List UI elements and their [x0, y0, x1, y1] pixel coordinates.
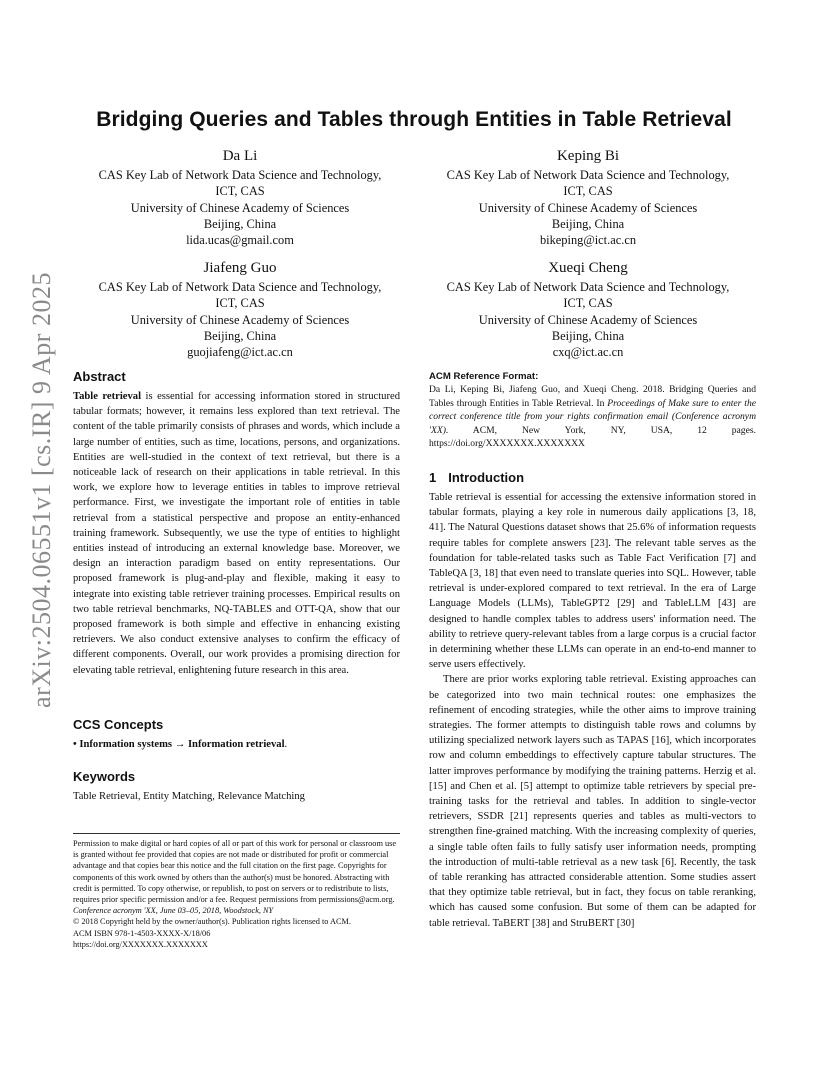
author-city: Beijing, China: [551, 216, 625, 231]
author-email[interactable]: guojiafeng@ict.ac.cn: [187, 345, 293, 360]
abstract-text: [73, 389, 400, 678]
ccs-heading: CCS Concepts: [73, 717, 164, 732]
author-affiliation: University of Chinese Academy of Sciences: [478, 312, 698, 327]
author-email[interactable]: lida.ucas@gmail.com: [186, 233, 294, 248]
paper-title: Bridging Queries and Tables through Entities in Table Retrieval: [96, 108, 732, 131]
abstract-section: [73, 368, 400, 678]
keywords-section: [73, 768, 400, 804]
intro-paragraph-1: Table retrieval is essential for accessing the extensive information stored in tabular formats, playing a key role in numerous daily applications [3, 18, 41]. The Natural Questions dataset shows that 25.6% of information requests require tables for complete answers [23]. The relevant table serves as the foundation for table-related tasks such as Table Fact Verification [7] and TableQA [3, 18] that even need to translate queries into SQL. However, table retrieval is under-explored compared to text retrieval. In the era of Large Language Models (LLMs), TableGPT2 [29] and TableLLM [43] are designed to handle complex tables to address users' information need. The ability to retrieve query-relevant tables from a large corpus is a crucial factor in determining whether these LLMs can operate in an end-to-end manner to serve users effectively.: [429, 491, 756, 671]
author-affiliation: University of Chinese Academy of Sciences: [478, 200, 698, 215]
abstract-lead: Table retrieval: [73, 391, 142, 402]
author-affiliation: University of Chinese Academy of Sciences: [130, 312, 350, 327]
keywords-heading: Keywords: [73, 769, 136, 784]
arxiv-id-text: arXiv:2504.06551v1 [cs.IR] 9 Apr 2025: [27, 272, 56, 708]
author-affiliation: ICT, CAS: [215, 184, 265, 199]
author-email[interactable]: cxq@ict.ac.cn: [552, 345, 624, 360]
acm-reference-text: Da Li, Keping Bi, Jiafeng Guo, and Xueqi Cheng. 2018. Bridging Queries and Tables through Entities in Table Retrieval. In Proceedings of Make sure to enter the correct conference title from your rights confirmation email (Conference acronym 'XX). ACM, New York, NY, USA, 12 pages. https://doi.org/XXXXXXX.XXXXXXX: [429, 384, 756, 450]
author-name: Jiafeng Guo: [203, 260, 277, 276]
ccs-text: [73, 737, 400, 752]
ccs-section: [73, 716, 400, 752]
conference-info: Conference acronym 'XX, June 03–05, 2018, Woodstock, NY: [73, 906, 274, 916]
author-affiliation: CAS Key Lab of Network Data Science and Technology,: [98, 168, 382, 182]
keywords-text: Table Retrieval, Entity Matching, Relevance Matching: [73, 791, 305, 802]
author-city: Beijing, China: [203, 216, 277, 231]
permission-text: Permission to make digital or hard copies of all or part of this work for personal or classroom use is granted without fee provided that copies are not made or distributed for profit or commercial advantage and that copies bear this notice and the full citation on the first page. Copyrights for components of this work owned by others than the author(s) must be honored. Abstracting with credit is permitted. To copy otherwise, or republish, to post on servers or to redistribute to lists, requires prior specific permission and/or a fee. Request permissions from permissions@acm.org.: [73, 839, 397, 905]
arxiv-identifier: [20, 272, 64, 708]
author-affiliation: CAS Key Lab of Network Data Science and Technology,: [446, 168, 730, 182]
author-affiliation: CAS Key Lab of Network Data Science and Technology,: [446, 280, 730, 294]
introduction-heading: [429, 469, 756, 487]
permission-footnote: [73, 833, 400, 950]
author-name: Keping Bi: [556, 148, 620, 164]
author-city: Beijing, China: [203, 328, 277, 343]
section-title: Introduction: [448, 469, 525, 485]
author-name: Da Li: [222, 148, 258, 164]
author-block-4: [420, 258, 756, 360]
author-affiliation: ICT, CAS: [215, 296, 265, 311]
author-name: Xueqi Cheng: [548, 260, 628, 276]
author-email[interactable]: bikeping@ict.ac.cn: [539, 233, 637, 248]
author-affiliation: CAS Key Lab of Network Data Science and Technology,: [98, 280, 382, 294]
abstract-body: is essential for accessing information stored in structured tabular formats; however, it remains less explored than text retrieval. The content of the table primarily consists of phrases and words, which include a large number of entities, such as time, locations, persons, and organizations. Entities are well-studied in the context of text retrieval, but there is a noticeable lack of research on their applications in table retrieval. In this work, we explore how to leverage entities in tables to improve retrieval performance. First, we investigate the important role of entities in table retrieval from a statistical perspective and propose an entity-enhanced training framework. Subsequently, we use the type of entities to highlight entities instead of introducing an external knowledge base. Moreover, we design an interaction paradigm based on entity representations. Our proposed framework is plug-and-play and flexible, making it easy to integrate into existing table retriever training processes. Empirical results on two table retrieval benchmarks, NQ-TABLES and OTT-QA, show that our proposed framework is both simple and effective in enhancing existing retrievers. We also conduct extensive analyses to confirm the efficacy of different components. Overall, our work provides a promising direction for elevating table retrieval, enlightening future research in this area.: [73, 391, 400, 676]
author-city: Beijing, China: [551, 328, 625, 343]
ccs-period: .: [284, 739, 288, 750]
ccs-concepts: • Information systems → Information retrieval: [73, 739, 285, 750]
copyright-text: © 2018 Copyright held by the owner/author(s). Publication rights licensed to ACM.: [73, 917, 351, 927]
acm-reference-heading: ACM Reference Format:: [429, 371, 539, 382]
author-block-2: [420, 146, 756, 248]
right-column: [429, 370, 756, 931]
abstract-heading: Abstract: [73, 369, 126, 384]
acm-reference-format: [429, 370, 756, 451]
isbn-text: ACM ISBN 978-1-4503-XXXX-X/18/06: [73, 928, 211, 938]
author-block-3: [72, 258, 408, 360]
author-affiliation: University of Chinese Academy of Sciences: [130, 200, 350, 215]
author-block-1: [72, 146, 408, 248]
author-affiliation: ICT, CAS: [563, 184, 613, 199]
intro-paragraph-2: There are prior works exploring table retrieval. Existing approaches can be categorized into two main technical routes: one emphasizes the refinement of encoding strategies, while the other aims to improve training strategies. The former attempts to distinguish table rows and columns by utilizing specialized network layers such as TAPAS [16], which incorporates row and column embeddings to effectively capture tabular structures. The latter improves performance by modifying the training patterns. Herzig et al. [15] and Chen et al. [5] attempt to optimize table retrievers by special pre-training tasks for the retrieval and tables. In addition to single-vector retrievers, SSDR [21] represents queries and tables as multi-vectors to strengthen fine-grained matching. With the increasing complexity of queries, a single table often fails to fully satisfy user information needs, prompting the introduction of multi-table retrieval as a new task [6]. Recently, the task of table reranking has attracted considerable attention. Some studies assert that they optimize table retrieval, but in fact, they focus on table reranking, which has caused some confusion. But some of them can be adapted for table retrieval. TaBERT [38] and StruBERT [30]: [429, 674, 756, 929]
section-number: 1: [429, 469, 437, 485]
author-affiliation: ICT, CAS: [563, 296, 613, 311]
doi-link[interactable]: https://doi.org/XXXXXXX.XXXXXXX: [73, 939, 208, 949]
